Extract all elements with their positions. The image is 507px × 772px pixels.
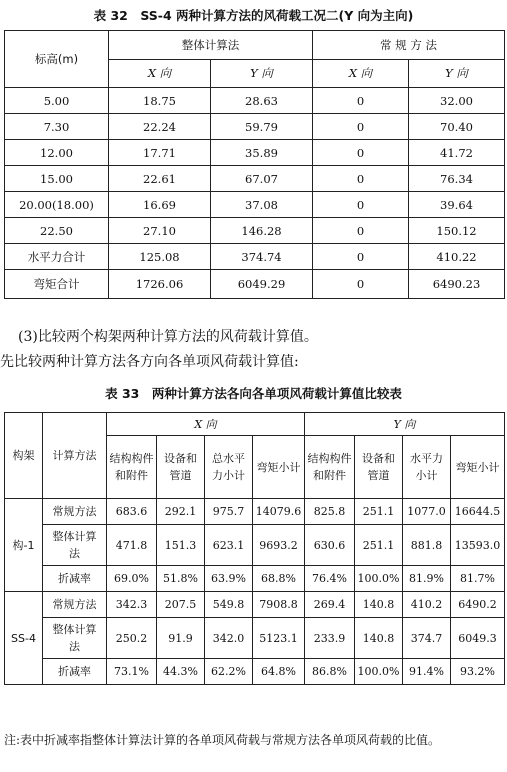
conventional-y-cell: 76.34 bbox=[409, 166, 505, 192]
conventional-x-cell: 0 bbox=[313, 166, 409, 192]
subheader-cell: 弯矩小计 bbox=[451, 436, 505, 499]
subheader-cell: 结构构件和附件 bbox=[305, 436, 355, 499]
conventional-x-cell: 0 bbox=[313, 114, 409, 140]
value-cell: 63.9% bbox=[205, 566, 253, 592]
value-cell: 975.7 bbox=[205, 499, 253, 525]
integral-x-cell: 1726.06 bbox=[109, 270, 211, 299]
value-cell: 292.1 bbox=[157, 499, 205, 525]
frame-name-cell: SS-4 bbox=[5, 592, 43, 685]
integral-x-cell: 18.75 bbox=[109, 88, 211, 114]
integral-x-cell: 27.10 bbox=[109, 218, 211, 244]
table33 bbox=[4, 412, 505, 685]
table32-row bbox=[5, 166, 505, 192]
value-cell: 5123.1 bbox=[253, 618, 305, 659]
method-cell: 常规方法 bbox=[43, 499, 107, 525]
value-cell: 76.4% bbox=[305, 566, 355, 592]
value-cell: 233.9 bbox=[305, 618, 355, 659]
subheader-cell: 结构构件和附件 bbox=[107, 436, 157, 499]
header-elevation: 标高(m) bbox=[5, 31, 109, 88]
value-cell: 623.1 bbox=[205, 525, 253, 566]
header-x-direction: X 向 bbox=[107, 413, 305, 436]
value-cell: 100.0% bbox=[355, 566, 403, 592]
conventional-y-cell: 410.22 bbox=[409, 244, 505, 270]
integral-y-cell: 6049.29 bbox=[211, 270, 313, 299]
value-cell: 91.4% bbox=[403, 659, 451, 685]
conventional-y-cell: 41.72 bbox=[409, 140, 505, 166]
conventional-y-cell: 32.00 bbox=[409, 88, 505, 114]
integral-y-cell: 37.08 bbox=[211, 192, 313, 218]
header-x: X 向 bbox=[109, 59, 211, 88]
conventional-x-cell: 0 bbox=[313, 270, 409, 299]
value-cell: 549.8 bbox=[205, 592, 253, 618]
elevation-cell: 弯矩合计 bbox=[5, 270, 109, 299]
value-cell: 81.9% bbox=[403, 566, 451, 592]
integral-y-cell: 67.07 bbox=[211, 166, 313, 192]
subheader-cell: 弯矩小计 bbox=[253, 436, 305, 499]
integral-y-cell: 59.79 bbox=[211, 114, 313, 140]
subheader-cell: 总水平力小计 bbox=[205, 436, 253, 499]
value-cell: 91.9 bbox=[157, 618, 205, 659]
value-cell: 93.2% bbox=[451, 659, 505, 685]
elevation-cell: 12.00 bbox=[5, 140, 109, 166]
elevation-cell: 20.00(18.00) bbox=[5, 192, 109, 218]
value-cell: 73.1% bbox=[107, 659, 157, 685]
value-cell: 44.3% bbox=[157, 659, 205, 685]
table32-row bbox=[5, 244, 505, 270]
elevation-cell: 22.50 bbox=[5, 218, 109, 244]
elevation-cell: 15.00 bbox=[5, 166, 109, 192]
value-cell: 7908.8 bbox=[253, 592, 305, 618]
value-cell: 683.6 bbox=[107, 499, 157, 525]
value-cell: 825.8 bbox=[305, 499, 355, 525]
value-cell: 62.2% bbox=[205, 659, 253, 685]
elevation-cell: 5.00 bbox=[5, 88, 109, 114]
value-cell: 6049.3 bbox=[451, 618, 505, 659]
value-cell: 16644.5 bbox=[451, 499, 505, 525]
value-cell: 207.5 bbox=[157, 592, 205, 618]
value-cell: 342.0 bbox=[205, 618, 253, 659]
table32 bbox=[4, 30, 505, 299]
value-cell: 374.7 bbox=[403, 618, 451, 659]
header-calc-method: 计算方法 bbox=[43, 413, 107, 499]
table32-row bbox=[5, 88, 505, 114]
subheader-cell: 设备和管道 bbox=[355, 436, 403, 499]
value-cell: 64.8% bbox=[253, 659, 305, 685]
table33-row bbox=[5, 592, 505, 618]
table33-row bbox=[5, 566, 505, 592]
header-y: Y 向 bbox=[211, 59, 313, 88]
subheader-cell: 设备和管道 bbox=[157, 436, 205, 499]
conventional-x-cell: 0 bbox=[313, 88, 409, 114]
value-cell: 881.8 bbox=[403, 525, 451, 566]
table32-row bbox=[5, 218, 505, 244]
integral-x-cell: 16.69 bbox=[109, 192, 211, 218]
integral-x-cell: 17.71 bbox=[109, 140, 211, 166]
integral-y-cell: 374.74 bbox=[211, 244, 313, 270]
header-y: Y 向 bbox=[409, 59, 505, 88]
integral-x-cell: 22.61 bbox=[109, 166, 211, 192]
value-cell: 140.8 bbox=[355, 618, 403, 659]
value-cell: 69.0% bbox=[107, 566, 157, 592]
value-cell: 13593.0 bbox=[451, 525, 505, 566]
value-cell: 86.8% bbox=[305, 659, 355, 685]
value-cell: 140.8 bbox=[355, 592, 403, 618]
table32-row bbox=[5, 270, 505, 299]
header-frame: 构架 bbox=[5, 413, 43, 499]
table32-row bbox=[5, 114, 505, 140]
header-integral-method: 整体计算法 bbox=[109, 31, 313, 60]
subheader-cell: 水平力小计 bbox=[403, 436, 451, 499]
conventional-x-cell: 0 bbox=[313, 244, 409, 270]
conventional-x-cell: 0 bbox=[313, 218, 409, 244]
value-cell: 630.6 bbox=[305, 525, 355, 566]
method-cell: 整体计算法 bbox=[43, 525, 107, 566]
integral-x-cell: 22.24 bbox=[109, 114, 211, 140]
value-cell: 6490.2 bbox=[451, 592, 505, 618]
header-y-direction: Y 向 bbox=[305, 413, 505, 436]
table33-row bbox=[5, 499, 505, 525]
method-cell: 折减率 bbox=[43, 566, 107, 592]
value-cell: 251.1 bbox=[355, 525, 403, 566]
value-cell: 151.3 bbox=[157, 525, 205, 566]
table33-row bbox=[5, 525, 505, 566]
value-cell: 9693.2 bbox=[253, 525, 305, 566]
value-cell: 471.8 bbox=[107, 525, 157, 566]
conventional-x-cell: 0 bbox=[313, 192, 409, 218]
conventional-y-cell: 150.12 bbox=[409, 218, 505, 244]
table33-row bbox=[5, 659, 505, 685]
value-cell: 100.0% bbox=[355, 659, 403, 685]
paragraph-1: (3)比较两个构架两种计算方法的风荷载计算值。 bbox=[18, 329, 318, 345]
table33-row bbox=[5, 618, 505, 659]
value-cell: 342.3 bbox=[107, 592, 157, 618]
table32-row bbox=[5, 140, 505, 166]
value-cell: 1077.0 bbox=[403, 499, 451, 525]
integral-x-cell: 125.08 bbox=[109, 244, 211, 270]
conventional-y-cell: 6490.23 bbox=[409, 270, 505, 299]
conventional-y-cell: 70.40 bbox=[409, 114, 505, 140]
value-cell: 251.1 bbox=[355, 499, 403, 525]
value-cell: 410.2 bbox=[403, 592, 451, 618]
value-cell: 250.2 bbox=[107, 618, 157, 659]
table-note: 注:表中折减率指整体计算法计算的各单项风荷载与常规方法各单项风荷载的比值。 bbox=[4, 733, 441, 747]
table32-row bbox=[5, 192, 505, 218]
table33-title: 表 33 两种计算方法各向各单项风荷载计算值比较表 bbox=[105, 386, 402, 401]
integral-y-cell: 28.63 bbox=[211, 88, 313, 114]
header-x: X 向 bbox=[313, 59, 409, 88]
method-cell: 常规方法 bbox=[43, 592, 107, 618]
value-cell: 14079.6 bbox=[253, 499, 305, 525]
integral-y-cell: 146.28 bbox=[211, 218, 313, 244]
elevation-cell: 水平力合计 bbox=[5, 244, 109, 270]
method-cell: 折减率 bbox=[43, 659, 107, 685]
header-conventional-method: 常 规 方 法 bbox=[313, 31, 505, 60]
value-cell: 269.4 bbox=[305, 592, 355, 618]
method-cell: 整体计算法 bbox=[43, 618, 107, 659]
elevation-cell: 7.30 bbox=[5, 114, 109, 140]
value-cell: 81.7% bbox=[451, 566, 505, 592]
value-cell: 51.8% bbox=[157, 566, 205, 592]
paragraph-2: 先比较两种计算方法各方向各单项风荷载计算值: bbox=[0, 354, 299, 370]
value-cell: 68.8% bbox=[253, 566, 305, 592]
table32-title: 表 32 SS-4 两种计算方法的风荷载工况二(Y 向为主向) bbox=[93, 8, 414, 23]
integral-y-cell: 35.89 bbox=[211, 140, 313, 166]
frame-name-cell: 构-1 bbox=[5, 499, 43, 592]
conventional-y-cell: 39.64 bbox=[409, 192, 505, 218]
conventional-x-cell: 0 bbox=[313, 140, 409, 166]
